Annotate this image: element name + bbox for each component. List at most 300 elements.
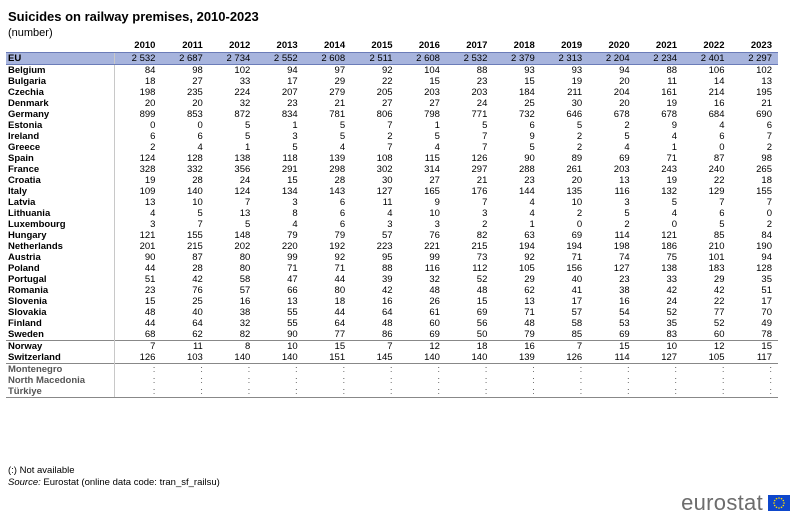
table-cell: 28 — [192, 175, 203, 186]
table-cell: 298 — [329, 164, 346, 175]
table-cell: 143 — [329, 186, 346, 197]
table-cell: 77 — [713, 307, 725, 318]
table-cell: 144 — [518, 186, 535, 197]
table-row — [6, 153, 778, 164]
table-cell: 2 — [624, 219, 630, 230]
table-cell: 95 — [381, 252, 393, 263]
table-cell: 16 — [239, 296, 251, 307]
table-cell: 15 — [429, 76, 440, 87]
table-cell: 94 — [619, 65, 630, 76]
table-cell: 69 — [429, 329, 440, 340]
table-cell: 76 — [192, 285, 203, 296]
table-cell: 66 — [287, 285, 298, 296]
table-cell: 10 — [256, 341, 303, 353]
table-cell: : — [579, 375, 583, 386]
table-cell: : — [541, 364, 588, 376]
year-header: 2010 — [134, 40, 156, 51]
table-cell: 92 — [334, 252, 346, 263]
table-cell: 85 — [571, 329, 583, 340]
table-cell: 16 — [713, 98, 725, 109]
table-cell: 104 — [424, 65, 440, 76]
year-header: 2019 — [561, 40, 583, 51]
country-name: Austria — [8, 252, 41, 263]
table-cell: 87 — [713, 153, 725, 164]
table-cell: 55 — [287, 307, 298, 318]
country-name: Bulgaria — [8, 76, 47, 87]
table-cell: 19 — [666, 98, 678, 109]
country-name: Poland — [8, 263, 40, 274]
country-name: Hungary — [8, 230, 47, 241]
table-cell: : — [769, 375, 772, 386]
table-cell: 93 — [524, 65, 535, 76]
table-cell: 165 — [424, 186, 440, 197]
table-cell: 18 — [334, 296, 346, 307]
table-row — [6, 65, 778, 77]
table-cell: 29 — [524, 274, 535, 285]
table-row — [6, 76, 778, 87]
table-cell: 18 — [114, 76, 161, 87]
table-cell: 184 — [518, 87, 535, 98]
table-cell: 140 — [424, 352, 440, 363]
country-name: Switzerland — [8, 352, 61, 363]
country-name: Spain — [8, 153, 34, 164]
table-cell: 69 — [619, 329, 630, 340]
table-row — [6, 296, 778, 307]
table-cell: 73 — [476, 252, 488, 263]
table-cell: 781 — [329, 109, 346, 120]
table-cell: 2 — [482, 219, 488, 230]
year-header: 2017 — [466, 40, 488, 51]
table-cell: 7 — [197, 219, 203, 230]
table-cell: 54 — [619, 307, 630, 318]
country-name: Slovenia — [8, 296, 48, 307]
table-cell: 139 — [518, 352, 535, 363]
table-cell: 834 — [281, 109, 298, 120]
table-cell: 5 — [482, 120, 488, 131]
country-name: Portugal — [8, 274, 47, 285]
table-cell: 684 — [708, 109, 725, 120]
table-cell: 52 — [476, 274, 488, 285]
table-cell: 151 — [329, 352, 346, 363]
table-cell: 2 401 — [683, 53, 730, 65]
country-name: Estonia — [8, 120, 43, 131]
table-cell: 64 — [334, 318, 346, 329]
table-cell: 83 — [666, 329, 678, 340]
table-cell: 112 — [472, 263, 488, 274]
table-cell: 3 — [482, 208, 488, 219]
table-cell: 4 — [387, 208, 393, 219]
table-cell: 42 — [713, 285, 725, 296]
table-cell: 7 — [482, 131, 488, 142]
table-cell: 2 511 — [351, 53, 398, 65]
country-name: Italy — [8, 186, 28, 197]
table-row — [6, 175, 778, 186]
table-cell: 127 — [661, 352, 678, 363]
table-cell: 127 — [613, 263, 630, 274]
table-cell: 5 — [576, 120, 583, 131]
table-cell: 48 — [114, 307, 161, 318]
table-cell: 4 — [434, 142, 440, 153]
table-cell: 94 — [761, 252, 772, 263]
table-cell: 16 — [619, 296, 630, 307]
table-cell: 71 — [334, 263, 346, 274]
table-cell: 16 — [493, 341, 540, 353]
table-cell: 22 — [381, 76, 393, 87]
table-cell: 9 — [671, 120, 678, 131]
table-cell: 33 — [666, 274, 678, 285]
table-cell: 103 — [186, 352, 203, 363]
table-cell: 3 — [292, 197, 298, 208]
table-cell: 210 — [708, 241, 725, 252]
year-header: 2015 — [371, 40, 393, 51]
table-cell: 124 — [234, 186, 251, 197]
table-cell: 69 — [476, 307, 488, 318]
table-cell: 265 — [756, 164, 772, 175]
table-cell: 15 — [114, 296, 161, 307]
table-cell: 2 608 — [399, 53, 446, 65]
table-cell: 20 — [571, 175, 583, 186]
table-cell: 32 — [429, 274, 440, 285]
table-cell: 211 — [567, 87, 583, 98]
table-cell: 0 — [671, 219, 678, 230]
table-cell: 7 — [351, 341, 398, 353]
country-name: Belgium — [8, 65, 46, 76]
table-cell: 108 — [376, 153, 393, 164]
table-cell: 5 — [292, 142, 298, 153]
table-row — [6, 364, 778, 376]
table-cell: 42 — [666, 285, 678, 296]
table-cell: : — [588, 386, 635, 398]
table-cell: 288 — [518, 164, 535, 175]
table-cell: 26 — [429, 296, 440, 307]
table-cell: 106 — [708, 65, 725, 76]
country-name: Montenegro — [6, 364, 114, 376]
table-cell: : — [446, 386, 493, 398]
table-cell: 52 — [713, 318, 725, 329]
table-row — [6, 142, 778, 153]
table-cell: 7 — [482, 142, 488, 153]
table-cell: 27 — [429, 175, 440, 186]
table-cell: 135 — [566, 186, 583, 197]
table-cell: : — [730, 364, 778, 376]
table-cell: 102 — [756, 65, 772, 76]
country-name: Slovakia — [8, 307, 47, 318]
table-row — [6, 230, 778, 241]
table-row — [6, 53, 778, 65]
table-cell: 328 — [114, 164, 161, 175]
table-cell: 240 — [708, 164, 725, 175]
table-cell: 194 — [566, 241, 583, 252]
table-cell: 7 — [244, 197, 251, 208]
country-name: Latvia — [8, 197, 36, 208]
table-cell: 0 — [719, 142, 725, 153]
table-cell: 15 — [524, 76, 535, 87]
table-cell: 129 — [708, 186, 725, 197]
table-cell: 132 — [661, 186, 678, 197]
year-header: 2022 — [703, 40, 725, 51]
table-row — [6, 318, 778, 329]
table-cell: : — [256, 386, 303, 398]
table-cell: 42 — [192, 274, 203, 285]
table-cell: 145 — [376, 352, 393, 363]
table-cell: 128 — [186, 153, 203, 164]
table-cell: 57 — [239, 285, 251, 296]
table-cell: 76 — [429, 230, 440, 241]
table-cell: 121 — [661, 230, 678, 241]
country-name: Ireland — [8, 131, 40, 142]
country-name: Denmark — [8, 98, 49, 109]
table-cell: 7 — [719, 197, 725, 208]
table-cell: 126 — [114, 352, 161, 364]
table-cell: 78 — [761, 329, 772, 340]
country-name: Luxembourg — [8, 219, 66, 230]
table-cell: : — [114, 364, 161, 376]
table-cell: 4 — [197, 142, 203, 153]
table-cell: 79 — [524, 329, 535, 340]
table-cell: 10 — [636, 341, 683, 353]
table-cell: 114 — [614, 230, 630, 241]
table-cell: 4 — [624, 142, 630, 153]
table-cell: 79 — [334, 230, 346, 241]
table-cell: 4 — [529, 208, 535, 219]
table-cell: 7 — [766, 197, 772, 208]
table-cell: 48 — [476, 285, 488, 296]
table-cell: : — [389, 375, 393, 386]
table-cell: 314 — [424, 164, 440, 175]
table-cell: 118 — [282, 153, 298, 164]
table-cell: 10 — [571, 197, 583, 208]
table-cell: 140 — [471, 352, 488, 363]
table-row — [6, 131, 778, 142]
table-cell: 5 — [244, 131, 251, 142]
table-cell: 92 — [381, 65, 393, 76]
table-cell: 58 — [571, 318, 583, 329]
table-cell: 291 — [281, 164, 298, 175]
table-row — [6, 208, 778, 219]
table-cell: 10 — [429, 208, 440, 219]
table-cell: 52 — [666, 307, 678, 318]
table-cell: 224 — [234, 87, 251, 98]
table-cell: 6 — [719, 131, 725, 142]
table-cell: : — [446, 364, 493, 376]
table-cell: 90 — [524, 153, 535, 164]
table-cell: 51 — [761, 285, 772, 296]
table-cell: 126 — [566, 352, 583, 363]
table-cell: 32 — [239, 318, 251, 329]
table-cell: 80 — [239, 252, 251, 263]
table-cell: 678 — [661, 109, 678, 120]
table-cell: 20 — [192, 98, 203, 109]
table-cell: 55 — [287, 318, 298, 329]
table-row — [6, 329, 778, 341]
table-row — [6, 197, 778, 208]
table-cell: 62 — [524, 285, 535, 296]
table-cell: 33 — [239, 76, 251, 87]
table-cell: 35 — [666, 318, 678, 329]
table-cell: 48 — [381, 318, 393, 329]
country-name: Czechia — [8, 87, 44, 98]
year-header: 2021 — [655, 40, 678, 51]
table-cell: : — [256, 364, 303, 376]
table-cell: 4 — [529, 197, 535, 208]
not-available-note: (:) Not available — [8, 465, 75, 476]
table-cell: 23 — [619, 274, 630, 285]
table-cell: 40 — [571, 274, 583, 285]
table-cell: 12 — [683, 341, 730, 353]
table-row — [6, 274, 778, 285]
table-cell: 44 — [114, 318, 161, 329]
table-cell: 56 — [476, 318, 488, 329]
table-cell: 1 — [292, 120, 298, 131]
table-cell: : — [114, 375, 161, 386]
table-cell: 138 — [661, 263, 678, 274]
source-text: Eurostat (online data code: tran_sf_railsu) — [43, 477, 220, 488]
table-cell: 297 — [471, 164, 488, 175]
table-row — [6, 164, 778, 175]
table-cell: 29 — [713, 274, 725, 285]
table-cell: 89 — [571, 153, 583, 164]
eurostat-logo — [681, 490, 790, 516]
table-cell: 2 734 — [209, 53, 256, 65]
table-cell: 105 — [708, 352, 725, 363]
table-cell: : — [636, 386, 683, 398]
table-cell: : — [399, 364, 446, 376]
table-cell: 2 — [624, 120, 630, 131]
table-cell: : — [541, 386, 588, 398]
table-cell: 6 — [766, 120, 772, 131]
table-cell: 690 — [756, 109, 772, 120]
table-cell: 84 — [114, 65, 161, 77]
table-cell: 121 — [114, 230, 161, 241]
table-cell: 13 — [114, 197, 161, 208]
table-row — [6, 352, 778, 364]
table-cell: 42 — [381, 285, 393, 296]
table-cell: 771 — [471, 109, 488, 120]
table-cell: 97 — [334, 65, 346, 76]
table-cell: 155 — [756, 186, 772, 197]
table-cell: 60 — [713, 329, 725, 340]
table-cell: 2 — [114, 142, 161, 153]
table-cell: 15 — [730, 341, 778, 353]
table-cell: 127 — [376, 186, 393, 197]
table-cell: 2 — [576, 208, 583, 219]
table-cell: 17 — [761, 296, 772, 307]
table-cell: 13 — [524, 296, 535, 307]
table-cell: 140 — [234, 352, 251, 363]
source-note — [8, 477, 220, 488]
eu-flag-icon — [768, 495, 790, 511]
table-cell: : — [484, 375, 488, 386]
table-cell: 27 — [381, 98, 393, 109]
table-cell: 71 — [666, 153, 678, 164]
table-cell: 68 — [114, 329, 161, 341]
table-cell: 134 — [281, 186, 298, 197]
table-cell: 71 — [524, 307, 535, 318]
table-cell: 4 — [292, 219, 298, 230]
table-cell: 47 — [287, 274, 298, 285]
table-row — [6, 186, 778, 197]
table-row — [6, 375, 778, 386]
table-cell: 23 — [287, 98, 298, 109]
table-cell: 6 — [719, 208, 725, 219]
header-corner — [6, 40, 114, 53]
table-cell: 117 — [756, 352, 772, 363]
table-cell: 85 — [713, 230, 725, 241]
table-cell: : — [209, 364, 256, 376]
table-row — [6, 87, 778, 98]
table-cell: 71 — [571, 252, 583, 263]
table-cell: 105 — [518, 263, 535, 274]
table-cell: 5 — [339, 131, 346, 142]
table-cell: 74 — [619, 252, 630, 263]
table-row — [6, 386, 778, 398]
table-cell: 21 — [476, 175, 488, 186]
table-cell: 124 — [114, 153, 161, 164]
table-cell: 0 — [197, 120, 203, 131]
table-cell: 20 — [619, 76, 630, 87]
table-cell: 2 532 — [114, 53, 161, 65]
country-name: North Macedonia — [8, 375, 86, 386]
table-cell: 6 — [529, 120, 535, 131]
table-cell: 223 — [376, 241, 393, 252]
table-cell: 198 — [114, 87, 161, 98]
table-cell: 7 — [387, 142, 393, 153]
table-cell: 35 — [761, 274, 772, 285]
table-cell: 2 687 — [161, 53, 208, 65]
table-cell: : — [721, 375, 725, 386]
table-cell: 4 — [114, 208, 161, 219]
table-cell: 2 379 — [493, 53, 540, 65]
table-cell: : — [493, 364, 540, 376]
table-cell: 82 — [476, 230, 488, 241]
country-name: France — [8, 164, 40, 175]
table-cell: 1 — [244, 142, 251, 153]
table-cell: 2 313 — [541, 53, 588, 65]
table-cell: 50 — [476, 329, 488, 340]
table-cell: 2 — [576, 142, 583, 153]
table-cell: : — [304, 386, 351, 398]
table-row — [6, 341, 778, 353]
table-cell: 70 — [761, 307, 772, 318]
table-cell: 48 — [429, 285, 440, 296]
table-cell: 5 — [624, 131, 630, 142]
table-cell: 5 — [719, 219, 725, 230]
table-cell: 6 — [114, 131, 161, 142]
table-cell: 5 — [434, 131, 440, 142]
table-cell: 732 — [518, 109, 535, 120]
table-cell: 13 — [761, 76, 772, 87]
table-cell: 2 — [766, 219, 772, 230]
table-cell: 80 — [334, 285, 346, 296]
table-cell: 11 — [667, 76, 678, 87]
table-cell: 798 — [424, 109, 440, 120]
table-cell: 23 — [476, 76, 488, 87]
table-cell: 4 — [719, 120, 725, 131]
data-table — [6, 40, 778, 398]
table-cell: 161 — [661, 87, 678, 98]
table-cell: : — [493, 386, 540, 398]
table-cell: 44 — [114, 263, 161, 274]
table-cell: 93 — [571, 65, 583, 76]
table-cell: 58 — [239, 274, 251, 285]
table-cell: 84 — [761, 230, 772, 241]
table-cell: 75 — [666, 252, 678, 263]
table-cell: 38 — [619, 285, 630, 296]
table-cell: 13 — [287, 296, 298, 307]
table-cell: : — [399, 386, 446, 398]
year-header: 2023 — [750, 40, 772, 51]
table-cell: 156 — [566, 263, 583, 274]
